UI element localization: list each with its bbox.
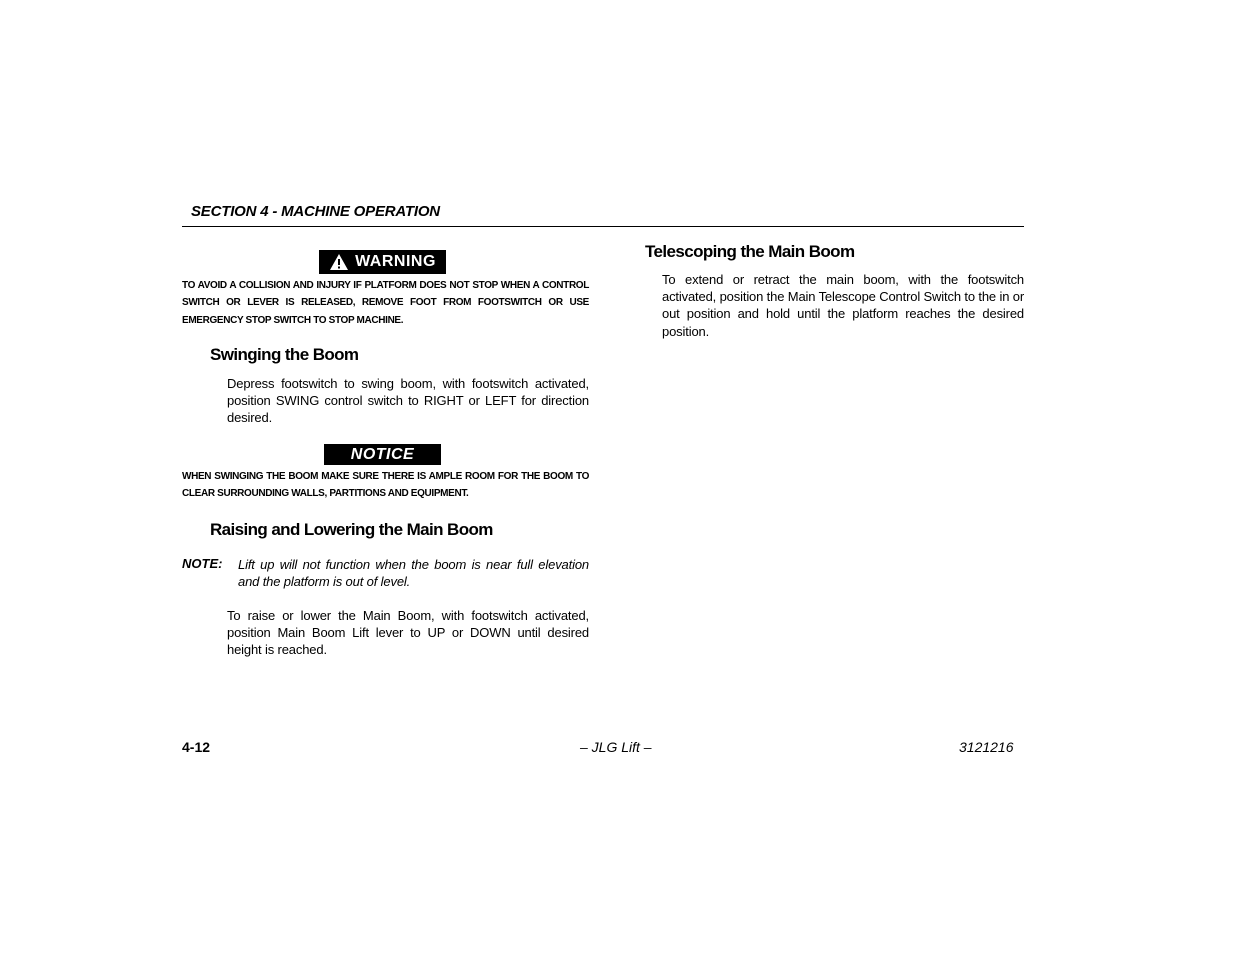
header-divider [182,226,1024,227]
telescoping-body-text: To extend or retract the main boom, with the footswitch activated, position the Main Telescope Control Switch to the in or out position and hold until the platform reaches the desired position. [662,272,1025,339]
heading-telescoping-main-boom: Telescoping the Main Boom [645,242,855,261]
note-label: NOTE: [182,556,223,571]
notice-badge [324,444,441,465]
warning-triangle-icon [329,253,349,271]
heading-raising-lowering-main-boom: Raising and Lowering the Main Boom [210,520,493,539]
heading-swinging-the-boom: Swinging the Boom [210,345,359,364]
notice-badge-label: NOTICE [350,445,415,463]
notice-text: WHEN SWINGING THE BOOM MAKE SURE THERE IS AMPLE ROOM FOR THE BOOM TO CLEAR SURROUNDING WALLS, PARTITIONS AND EQUIPMENT. [182,471,589,500]
section-title: SECTION 4 - MACHINE OPERATION [191,203,440,220]
raising-body-text: To raise or lower the Main Boom, with footswitch activated, position Main Boom Lift lever to UP or DOWN until desired height is reached. [227,608,589,658]
warning-text: TO AVOID A COLLISION AND INJURY IF PLATFORM DOES NOT STOP WHEN A CONTROL SWITCH OR LEVER IS RELEASED, REMOVE FOOT FROM FOOTSWITCH OR USE EMERGENCY STOP SWITCH TO STOP MACHINE. [182,280,589,326]
warning-badge [319,250,446,274]
document-number: 3121216 [959,739,1014,755]
page-number: 4-12 [182,739,211,755]
swinging-body-text: Depress footswitch to swing boom, with footswitch activated, position SWING control switch to RIGHT or LEFT for direction desired. [227,376,589,426]
note-text: Lift up will not function when the boom is near full elevation and the platform is out of level. [238,557,589,590]
footer-publisher: – JLG Lift – [580,739,652,755]
warning-badge-label: WARNING [355,253,436,270]
